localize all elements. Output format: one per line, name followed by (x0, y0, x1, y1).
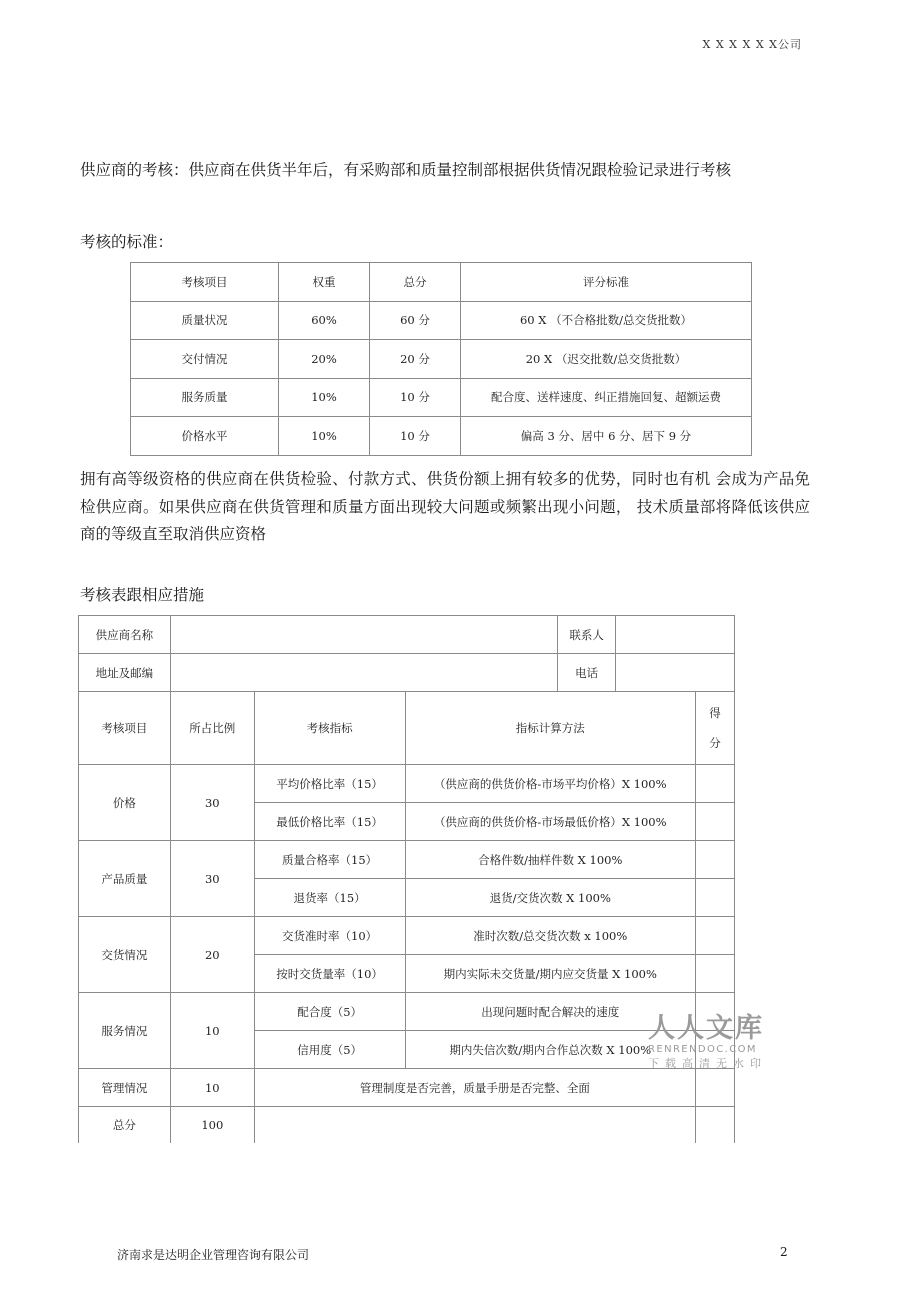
method-cell: （供应商的供货价格-市场平均价格）X 100% (405, 765, 695, 803)
table-header-row (79, 692, 735, 765)
ratio-cell: 10 (170, 993, 254, 1069)
method-cell: 准时次数/总交货次数 x 100% (405, 917, 695, 955)
table-cell: 价格水平 (131, 417, 279, 456)
table-row (79, 993, 735, 1031)
header-cell: 考核项目 (131, 263, 279, 302)
table-cell: 20% (279, 340, 370, 379)
header-cell: 指标计算方法 (405, 692, 695, 765)
indicator-cell: 最低价格比率（15） (254, 803, 405, 841)
supplier-name-value (170, 616, 557, 654)
indicator-cell: 交货准时率（10） (254, 917, 405, 955)
total-text-cell (254, 1107, 695, 1144)
watermark-slogan: 下载高清无水印 (648, 1057, 767, 1070)
item-cell: 服务情况 (79, 993, 171, 1069)
body-paragraph: 拥有高等级资格的供应商在供货检验、付款方式、供货份额上拥有较多的优势，同时也有机 会成为产品免检供应商。如果供应商在供货管理和质量方面出现较大问题或频繁出现小问题， 技术质量部将降低该供应商的等级直至取消供应资格 (80, 470, 810, 543)
watermark-title: 人人文库 (648, 1013, 764, 1044)
assessment-table (78, 615, 735, 1143)
table-row (131, 301, 752, 340)
score-cell (695, 841, 734, 879)
header-cell: 总分 (370, 263, 461, 302)
table-cell: 服务质量 (131, 378, 279, 417)
watermark (648, 1014, 767, 1072)
table-cell: 20 分 (370, 340, 461, 379)
item-cell: 总分 (79, 1107, 171, 1144)
assessment-heading: 考核表跟相应措施 (80, 586, 205, 604)
table-row (79, 917, 735, 955)
score-cell (695, 765, 734, 803)
table-row (79, 1069, 735, 1107)
score-header (695, 692, 734, 765)
header-company: X X X X X X公司 (702, 38, 802, 51)
indicator-cell: 按时交货量率（10） (254, 955, 405, 993)
page-number: 2 (780, 1245, 788, 1259)
indicator-cell: 信用度（5） (254, 1031, 405, 1069)
score-cell (695, 955, 734, 993)
score-cell (695, 803, 734, 841)
indicator-cell: 退货率（15） (254, 879, 405, 917)
table-cell: 偏高 3 分、居中 6 分、居下 9 分 (461, 417, 752, 456)
method-cell: 期内失信次数/期内合作总次数 X 100% (405, 1031, 695, 1069)
header-cell: 评分标准 (461, 263, 752, 302)
item-cell: 管理情况 (79, 1069, 171, 1107)
table-cell: 20 X （迟交批数/总交货批数） (461, 340, 752, 379)
table-cell: 60 分 (370, 301, 461, 340)
supplier-name-label: 供应商名称 (79, 616, 171, 654)
ratio-cell: 100 (170, 1107, 254, 1144)
table-cell: 配合度、送样速度、纠正措施回复、超额运费 (461, 378, 752, 417)
table-header-row (131, 263, 752, 302)
table-cell: 10 分 (370, 417, 461, 456)
ratio-cell: 30 (170, 765, 254, 841)
table-row (79, 654, 735, 692)
table-row (79, 765, 735, 803)
table-row (79, 841, 735, 879)
score-header-bottom: 分 (709, 736, 721, 750)
table-cell: 60% (279, 301, 370, 340)
header-cell: 考核项目 (79, 692, 171, 765)
score-cell (695, 1069, 734, 1107)
intro-paragraph: 供应商的考核：供应商在供货半年后，有采购部和质量控制部根据供货情况跟检验记录进行考核 (80, 161, 732, 179)
indicator-cell: 平均价格比率（15） (254, 765, 405, 803)
method-cell: 退货/交货次数 X 100% (405, 879, 695, 917)
score-cell (695, 1107, 734, 1144)
table-cell: 质量状况 (131, 301, 279, 340)
header-cell: 权重 (279, 263, 370, 302)
watermark-domain: RENRENDOC.COM (648, 1044, 757, 1055)
table-cell: 10 分 (370, 378, 461, 417)
table-row (131, 378, 752, 417)
item-cell: 价格 (79, 765, 171, 841)
method-cell: 期内实际未交货量/期内应交货量 X 100% (405, 955, 695, 993)
management-text-cell: 管理制度是否完善，质量手册是否完整、全面 (254, 1069, 695, 1107)
score-cell (695, 879, 734, 917)
method-cell: （供应商的供货价格-市场最低价格）X 100% (405, 803, 695, 841)
ratio-cell: 30 (170, 841, 254, 917)
table-cell: 60 X （不合格批数/总交货批数） (461, 301, 752, 340)
ratio-cell: 10 (170, 1069, 254, 1107)
score-header-top: 得 (709, 706, 721, 720)
table-cell: 10% (279, 378, 370, 417)
table-cell: 交付情况 (131, 340, 279, 379)
standard-heading: 考核的标准： (80, 233, 174, 251)
indicator-cell: 质量合格率（15） (254, 841, 405, 879)
indicator-cell: 配合度（5） (254, 993, 405, 1031)
contact-value (616, 616, 735, 654)
header-cell: 考核指标 (254, 692, 405, 765)
footer-company: 济南求是达明企业管理咨询有限公司 (117, 1248, 310, 1262)
table-row (131, 417, 752, 456)
item-cell: 产品质量 (79, 841, 171, 917)
phone-label: 电话 (558, 654, 616, 692)
address-value (170, 654, 557, 692)
contact-label: 联系人 (558, 616, 616, 654)
address-label: 地址及邮编 (79, 654, 171, 692)
header-cell: 所占比例 (170, 692, 254, 765)
table-row (79, 616, 735, 654)
item-cell: 交货情况 (79, 917, 171, 993)
phone-value (616, 654, 735, 692)
method-cell: 出现问题时配合解决的速度 (405, 993, 695, 1031)
ratio-cell: 20 (170, 917, 254, 993)
table-cell: 10% (279, 417, 370, 456)
table-row (131, 340, 752, 379)
method-cell: 合格件数/抽样件数 X 100% (405, 841, 695, 879)
table-row (79, 1107, 735, 1144)
standard-table (130, 262, 752, 456)
score-cell (695, 917, 734, 955)
